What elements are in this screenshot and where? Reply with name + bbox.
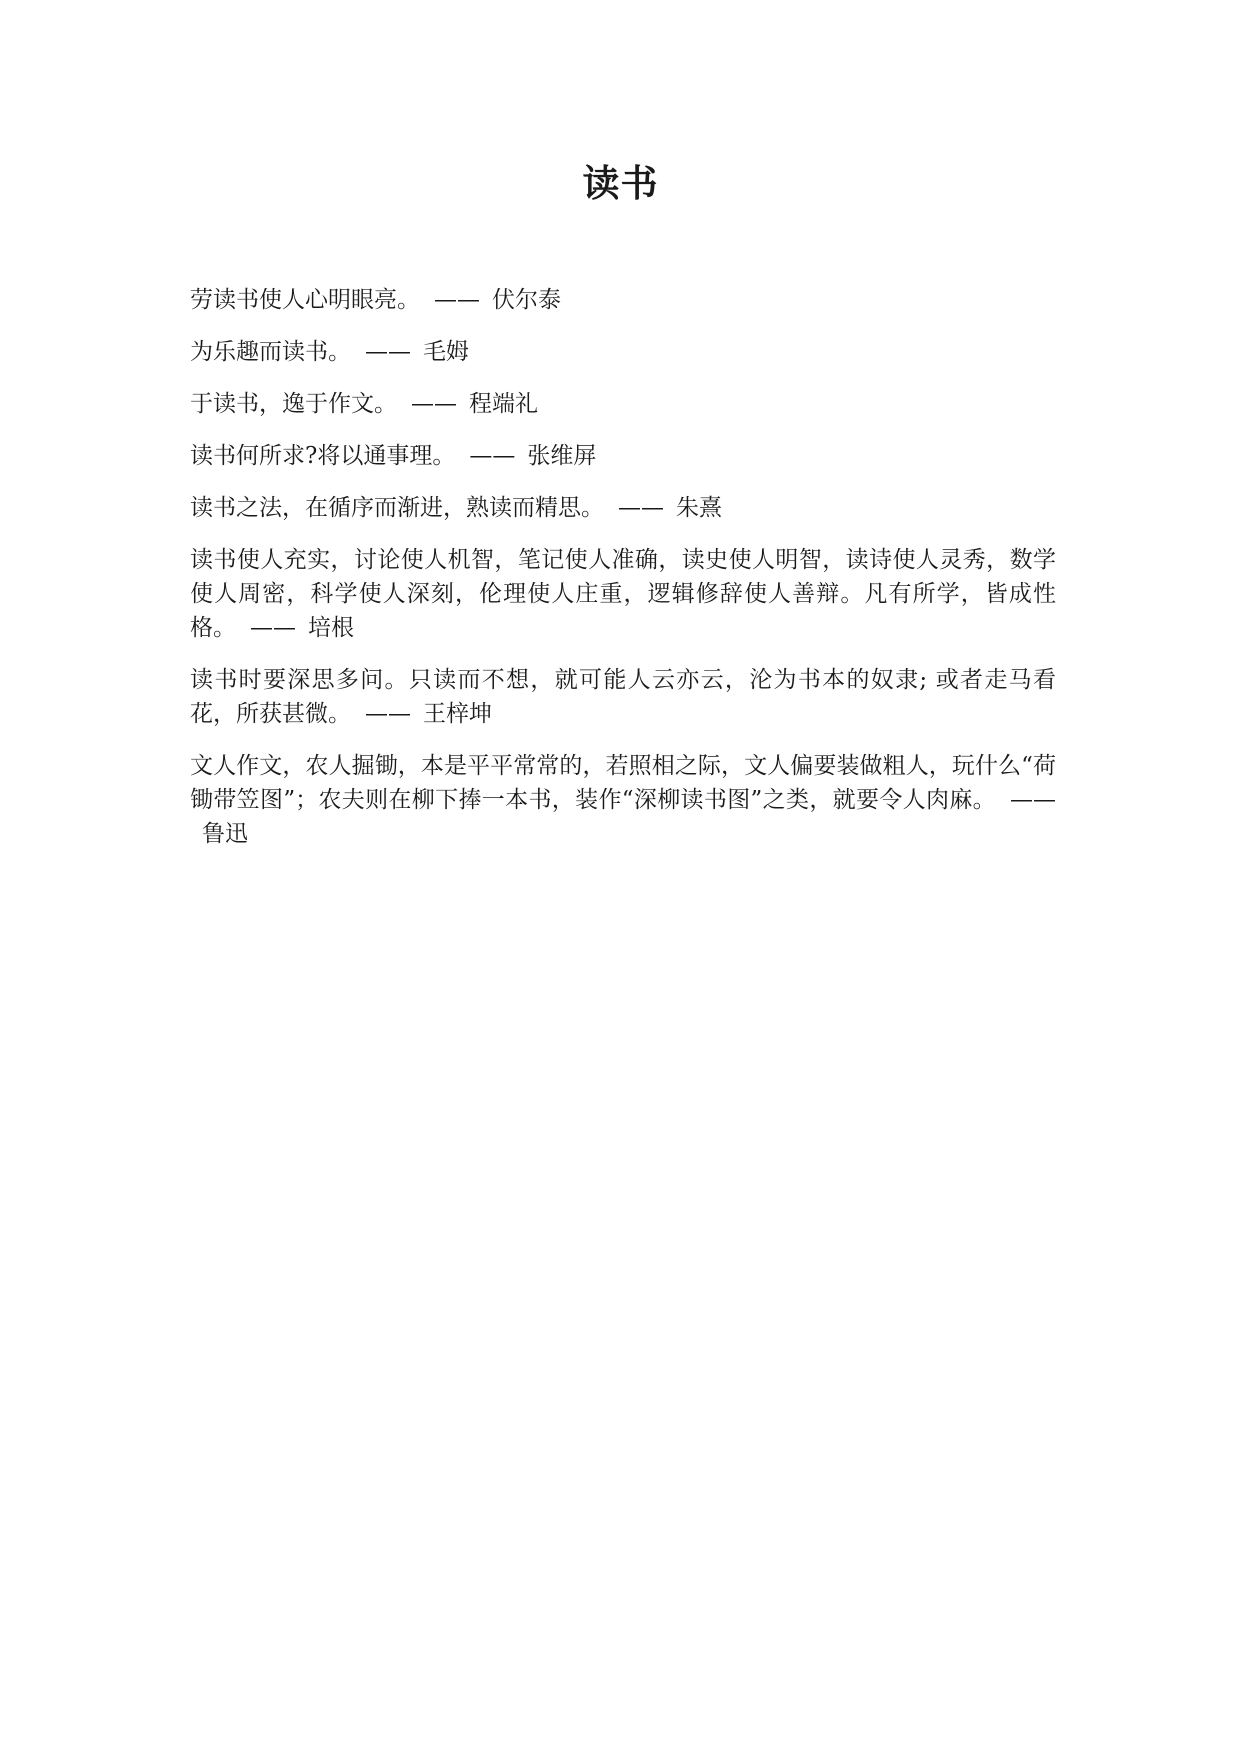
quote-dash: —— [411, 391, 457, 417]
quote-author: 培根 [308, 615, 354, 641]
quote-author: 王梓坤 [423, 701, 492, 727]
quote-item [190, 335, 1056, 369]
quote-author: 朱熹 [676, 495, 722, 521]
quote-author: 张维屏 [527, 443, 597, 469]
quote-item [190, 439, 1056, 473]
quote-text: 为乐趣而读书。 [190, 339, 351, 365]
quote-text: 劳读书使人心明眼亮。 [190, 287, 420, 313]
quote-item [190, 387, 1056, 421]
quote-item [190, 749, 1056, 851]
quote-dash: —— [250, 615, 296, 641]
quote-list [190, 283, 1056, 869]
quote-text: 文人作文，农人掘锄，本是平平常常的，若照相之际，文人偏要装做粗人，玩什么“荷锄带笠图”；农夫则在柳下捧一本书，装作“深柳读书图”之类，就要令人肉麻。 [190, 753, 1056, 813]
quote-item [190, 543, 1056, 645]
quote-dash: —— [434, 287, 480, 313]
quote-dash: —— [365, 339, 411, 365]
quote-text: 读书之法，在循序而渐进，熟读而精思。 [190, 495, 604, 521]
quote-dash: —— [618, 495, 664, 521]
quote-item [190, 663, 1056, 731]
quote-dash: —— [469, 443, 516, 469]
quote-text: 读书何所求?将以通事理。 [190, 443, 456, 469]
document-title: 读书 [582, 162, 659, 205]
quote-text: 读书使人充实，讨论使人机智，笔记使人准确，读史使人明智，读诗使人灵秀，数学使人周密，科学使人深刻，伦理使人庄重，逻辑修辞使人善辩。凡有所学，皆成性格。 [190, 547, 1056, 641]
quote-text: 读书时要深思多问。只读而不想，就可能人云亦云，沦为书本的奴隶; 或者走马看花，所获甚微。 [190, 667, 1056, 727]
quote-item [190, 283, 1056, 317]
quote-text: 于读书，逸于作文。 [190, 391, 397, 417]
quote-dash: —— [1010, 787, 1056, 813]
quote-author: 鲁迅 [202, 821, 248, 847]
quote-author: 伏尔泰 [492, 287, 561, 313]
quote-author: 毛姆 [423, 339, 469, 365]
quote-author: 程端礼 [469, 391, 538, 417]
quote-dash: —— [365, 701, 411, 727]
quote-item [190, 491, 1056, 525]
